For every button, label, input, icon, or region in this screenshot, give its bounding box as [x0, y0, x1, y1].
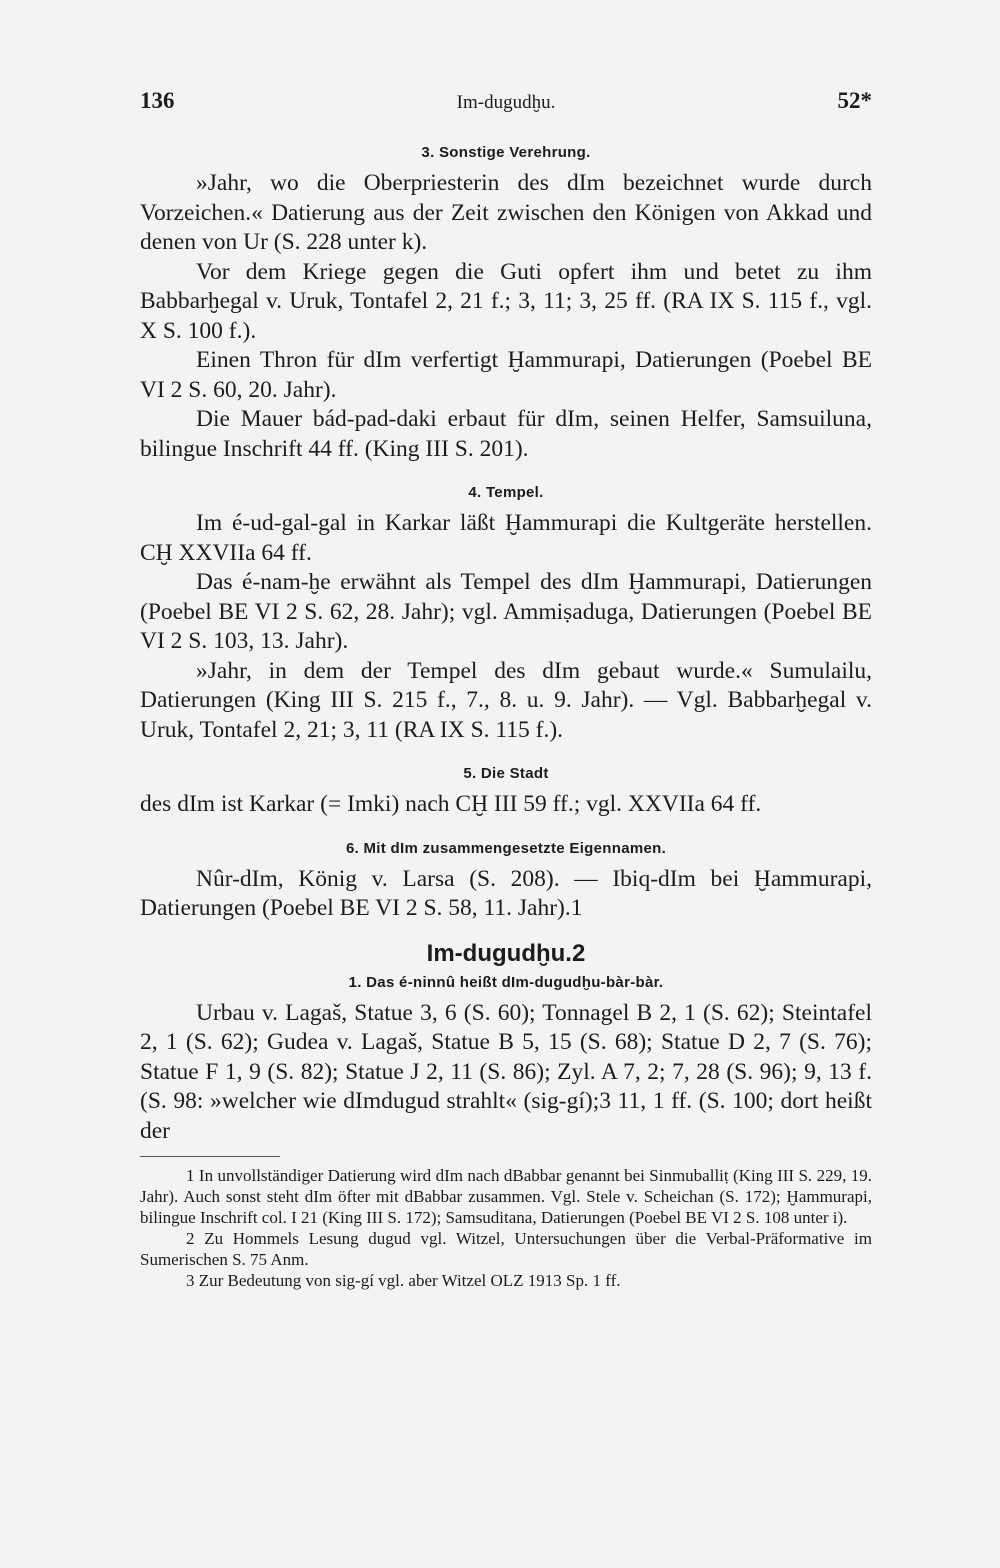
paragraph: Das é-nam-ḫe erwähnt als Tempel des dIm Ḫammurapi, Datierungen (Poebel BE VI 2 S. 62, 28. Jahr); vgl. Ammiṣaduga, Datierungen (Poebel BE VI 2 S. 103, 13. Jahr). [140, 569, 872, 654]
paragraph: Vor dem Kriege gegen die Guti opfert ihm und betet zu ihm Babbarḫegal v. Uruk, Tontafel 2, 21 f.; 3, 11; 3, 25 ff. (RA IX S. 115 f., vgl. X S. 100 f.). [140, 258, 872, 344]
page-body [140, 138, 872, 1291]
footnote-divider [140, 1156, 280, 1157]
paragraph: »Jahr, in dem der Tempel des dIm gebaut wurde.« Sumulailu, Datierungen (King III S. 215 f., 7., 8. u. 9. Jahr). — Vgl. Babbarḫegal v. Uruk, Tontafel 2, 21; 3, 11 (RA IX S. 115 f.). [140, 657, 872, 743]
section-heading: 5. Die Stadt [463, 765, 549, 782]
running-title: Im-dugudḫu. [456, 92, 556, 113]
footnote: 3 Zur Bedeutung von sig-gí vgl. aber Witzel OLZ 1913 Sp. 1 ff. [186, 1271, 621, 1290]
section-heading: 3. Sonstige Verehrung. [421, 144, 591, 161]
paragraph: Im é-ud-gal-gal in Karkar läßt Ḫammurapi die Kultgeräte herstellen. CḪ XXVIIa 64 ff. [140, 510, 872, 566]
paragraph: Einen Thron für dIm verfertigt Ḫammurapi, Datierungen (Poebel BE VI 2 S. 60, 20. Jahr). [140, 347, 872, 403]
footnote: 1 In unvollständiger Datierung wird dIm nach dBabbar genannt bei Sinmuballiṭ (King III S. 229, 19. Jahr). Auch sonst steht dIm öfter mit dBabbar zusammen. Vgl. Stele v. Scheichan (S. 172); Ḫammurapi, bilingue Inschrift col. I 21 (King III S. 172); Samsuditana, Datierungen (Poebel BE VI 2 S. 108 unter i). [140, 1166, 872, 1227]
paragraph: Die Mauer bád-pad-daki erbaut für dIm, seinen Helfer, Samsuiluna, bilingue Inschrift 44 ff. (King III S. 201). [140, 406, 872, 462]
paragraph: »Jahr, wo die Oberpriesterin des dIm bezeichnet wurde durch Vorzeichen.« Datierung aus der Zeit zwischen den Königen von Akkad und denen von Ur (S. 228 unter k). [140, 170, 872, 255]
section-heading: 4. Tempel. [468, 484, 544, 501]
entry-title: Im-dugudḫu.2 [426, 939, 586, 967]
sheet-number: 52* [837, 88, 872, 113]
paragraph: Nûr-dIm, König v. Larsa (S. 208). — Ibiq-dIm bei Ḫammurapi, Datierungen (Poebel BE VI 2 S. 58, 11. Jahr).1 [140, 865, 872, 921]
footnote: 2 Zu Hommels Lesung dugud vgl. Witzel, Untersuchungen über die Verbal-Präformative im Sumerischen S. 75 Anm. [140, 1229, 872, 1269]
section-heading: 1. Das é-ninnû heißt dIm-dugudḫu-bàr-bàr. [348, 973, 664, 991]
page-header [140, 88, 872, 122]
paragraph: des dIm ist Karkar (= Imki) nach CḪ III 59 ff.; vgl. XXVIIa 64 ff. [140, 791, 762, 817]
section-heading: 6. Mit dIm zusammengesetzte Eigennamen. [345, 839, 667, 857]
paragraph: Urbau v. Lagaš, Statue 3, 6 (S. 60); Tonnagel B 2, 1 (S. 62); Steintafel 2, 1 (S. 62); Gudea v. Lagaš, Statue B 5, 15 (S. 68); Statue D 2, 7 (S. 76); Statue F 1, 9 (S. 82); Statue J 2, 11 (S. 86); Zyl. A 7, 2; 7, 28 (S. 96); 9, 13 f. (S. 98: »welcher wie dImdugud strahlt« (sig-gí);3 11, 1 ff. (S. 100; dort heißt der [140, 999, 872, 1144]
page-number: 136 [140, 88, 175, 113]
